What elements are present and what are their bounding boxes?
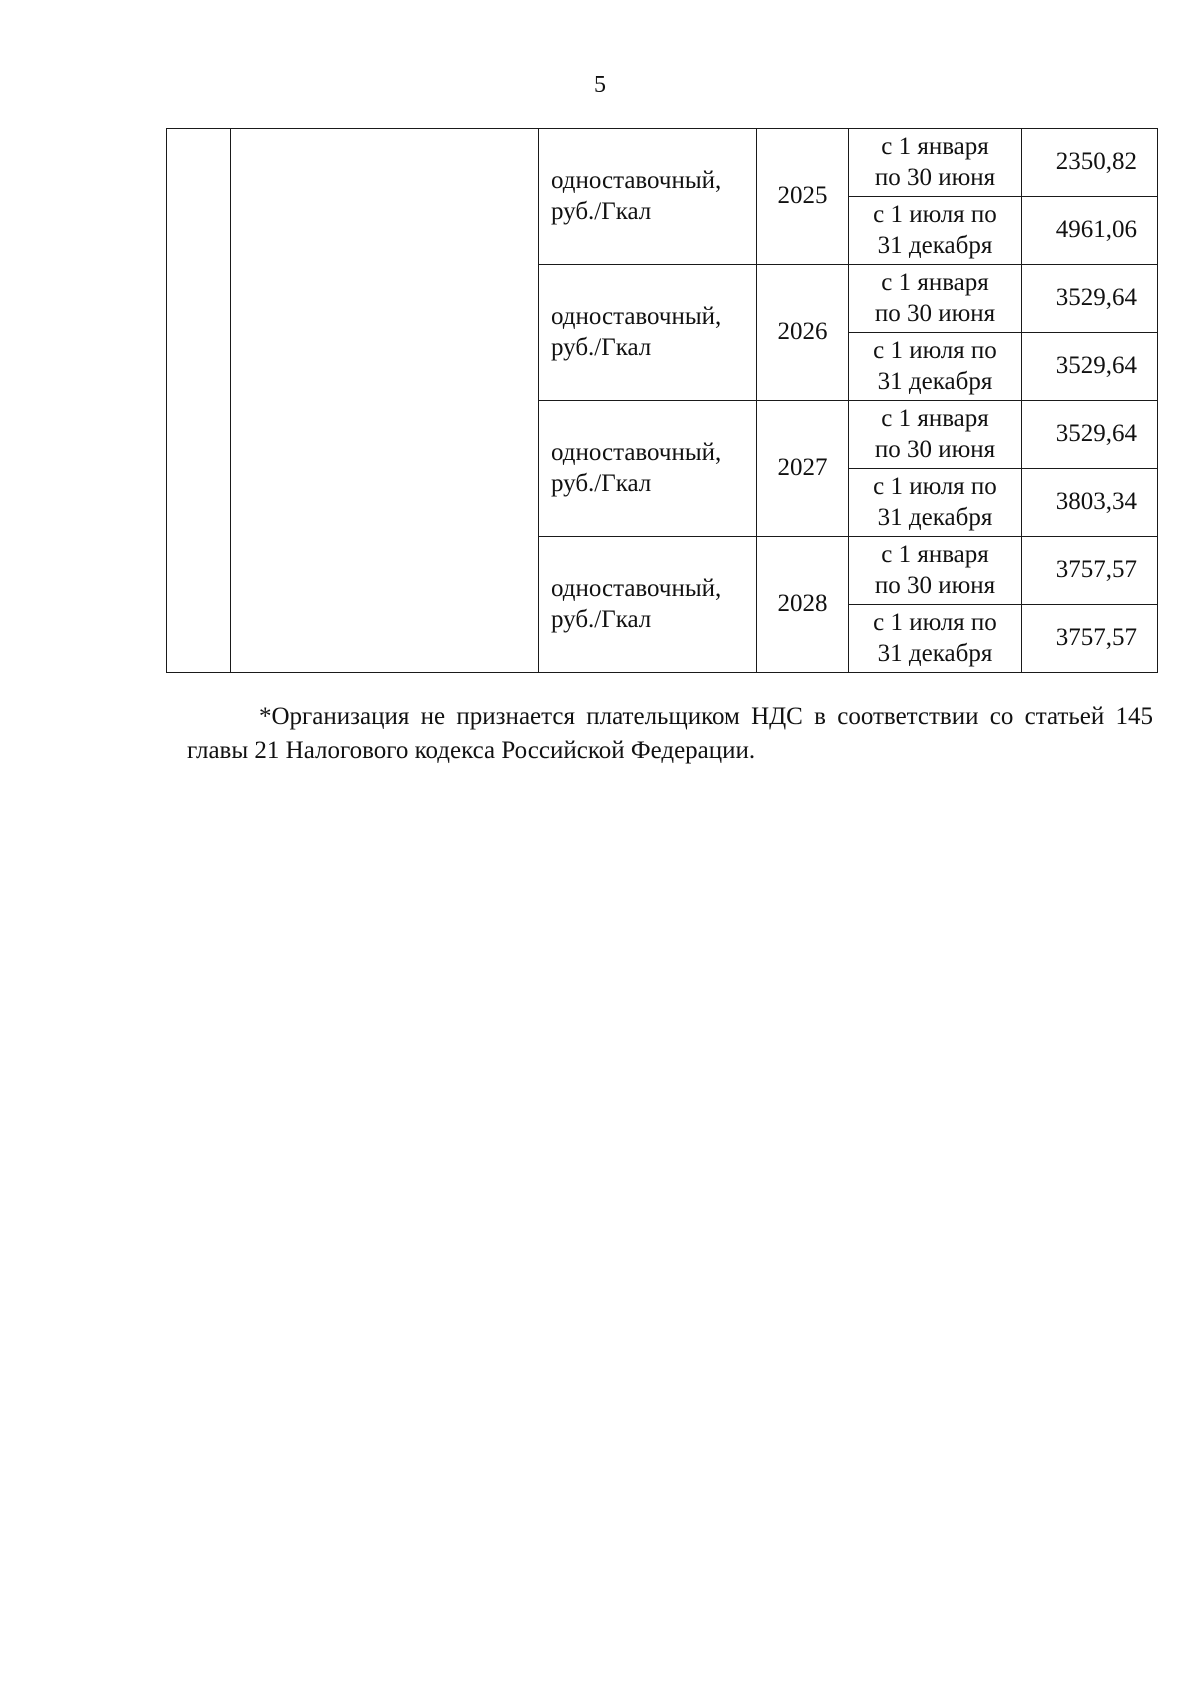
- period-cell: [849, 265, 1022, 333]
- period-line2: по 30 июня: [874, 163, 996, 191]
- period-line1: с 1 июля по: [873, 609, 997, 636]
- period-line1: с 1 января: [881, 405, 989, 432]
- tariff-type-line1: одноставочный,: [551, 575, 722, 602]
- tariff-type-line2: руб./Гкал: [551, 197, 652, 225]
- period-cell: [849, 333, 1022, 401]
- period-cell: [849, 605, 1022, 673]
- table-row: [167, 129, 1158, 197]
- period-line1: с 1 июля по: [873, 337, 997, 364]
- period-line1: с 1 января: [881, 133, 989, 160]
- period-cell: [849, 129, 1022, 197]
- period-cell: [849, 197, 1022, 265]
- period-cell: [849, 401, 1022, 469]
- tariff-value-cell: 3757,57: [1022, 537, 1158, 605]
- tariff-type-line1: одноставочный,: [551, 167, 722, 194]
- period-line2: по 30 июня: [874, 435, 996, 463]
- period-line1: с 1 января: [881, 541, 989, 568]
- tariff-table: [166, 128, 1158, 673]
- period-line2: 31 декабря: [877, 367, 993, 395]
- tariff-type-line2: руб./Гкал: [551, 605, 652, 633]
- tariff-type-cell: [539, 129, 757, 265]
- tariff-value-cell: 3529,64: [1022, 401, 1158, 469]
- tariff-value-cell: 3529,64: [1022, 265, 1158, 333]
- tariff-value-cell: 4961,06: [1022, 197, 1158, 265]
- tariff-type-line1: одноставочный,: [551, 439, 722, 466]
- period-line2: по 30 июня: [874, 571, 996, 599]
- period-line1: с 1 июля по: [873, 473, 997, 500]
- empty-organization-cell: [231, 129, 539, 673]
- page-number: 5: [594, 72, 606, 98]
- period-line2: 31 декабря: [877, 231, 993, 259]
- period-line2: 31 декабря: [877, 503, 993, 531]
- tariff-value-cell: 3803,34: [1022, 469, 1158, 537]
- tariff-type-cell: [539, 265, 757, 401]
- tariff-type-line2: руб./Гкал: [551, 333, 652, 361]
- period-line1: с 1 июля по: [873, 201, 997, 228]
- tariff-value-cell: 2350,82: [1022, 129, 1158, 197]
- period-cell: [849, 537, 1022, 605]
- year-cell: 2026: [757, 265, 849, 401]
- tariff-type-line1: одноставочный,: [551, 303, 722, 330]
- period-line2: по 30 июня: [874, 299, 996, 327]
- tariff-type-cell: [539, 537, 757, 673]
- period-line2: 31 декабря: [877, 639, 993, 667]
- tariff-type-cell: [539, 401, 757, 537]
- vat-footnote: *Организация не признается плательщиком НДС в соответствии со статьей 145 главы 21 Налогового кодекса Российской Федерации.: [187, 703, 1153, 764]
- empty-number-cell: [167, 129, 231, 673]
- period-cell: [849, 469, 1022, 537]
- year-cell: 2028: [757, 537, 849, 673]
- year-cell: 2025: [757, 129, 849, 265]
- year-cell: 2027: [757, 401, 849, 537]
- tariff-value-cell: 3529,64: [1022, 333, 1158, 401]
- tariff-value-cell: 3757,57: [1022, 605, 1158, 673]
- tariff-type-line2: руб./Гкал: [551, 469, 652, 497]
- period-line1: с 1 января: [881, 269, 989, 296]
